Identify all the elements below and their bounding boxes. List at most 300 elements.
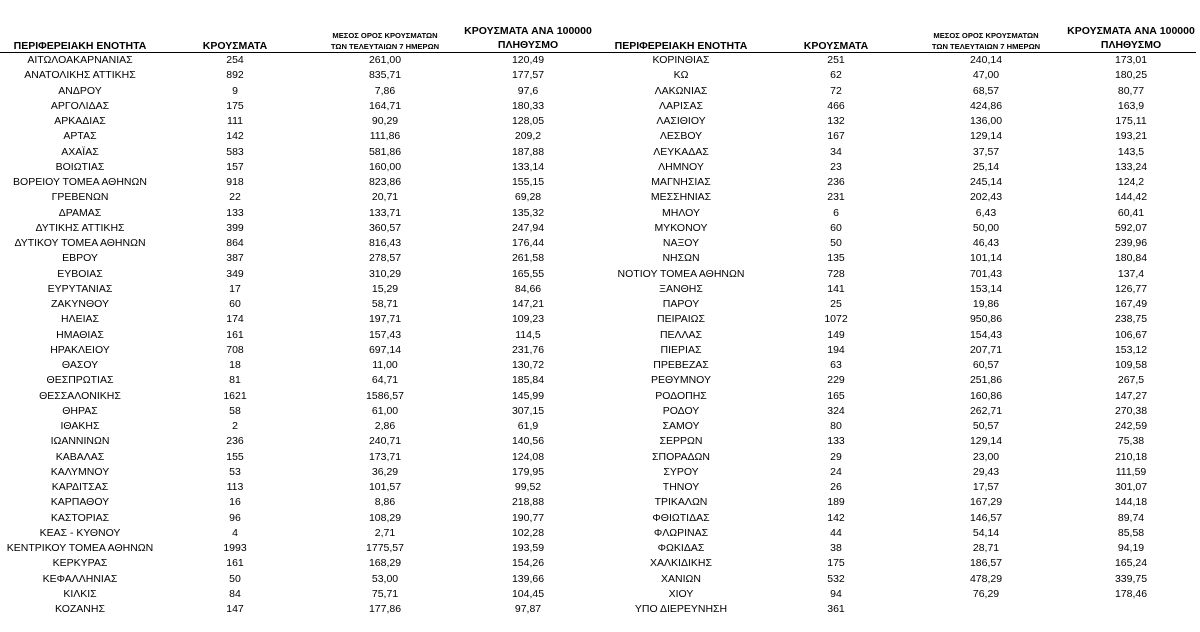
table-row xyxy=(596,221,1196,236)
cases-cell: 231 xyxy=(827,191,845,204)
table-row xyxy=(596,114,1196,129)
avg7-cell: 197,71 xyxy=(368,313,402,326)
table-row xyxy=(596,99,1196,114)
table-row xyxy=(0,145,596,160)
region-cell: ΘΕΣΠΡΩΤΙΑΣ xyxy=(46,374,114,387)
per100k-cell: 180,33 xyxy=(511,99,545,112)
per100k-cell: 147,27 xyxy=(1114,389,1148,402)
avg7-cell: 46,43 xyxy=(972,237,1000,249)
cases-table-left xyxy=(0,20,596,617)
cases-cell: 532 xyxy=(827,572,845,585)
table-row xyxy=(0,297,596,312)
table-row xyxy=(0,84,596,99)
avg7-cell: 29,43 xyxy=(972,465,1000,478)
cases-cell: 81 xyxy=(229,374,241,387)
region-cell: ΑΡΚΑΔΙΑΣ xyxy=(54,115,106,127)
per100k-cell: 267,5 xyxy=(1117,374,1145,387)
cases-cell: 62 xyxy=(830,69,842,82)
region-cell: ΣΠΟΡΑΔΩΝ xyxy=(652,450,710,463)
cases-cell: 175 xyxy=(226,99,244,112)
avg7-cell: 360,57 xyxy=(368,221,402,234)
avg7-cell: 157,43 xyxy=(368,328,402,341)
avg7-cell: 278,57 xyxy=(368,252,402,265)
cases-cell: 583 xyxy=(226,145,244,158)
region-cell: ΔΥΤΙΚΟΥ ΤΟΜΕΑ ΑΘΗΝΩΝ xyxy=(14,237,146,249)
cases-cell: 23 xyxy=(830,160,842,173)
region-cell: ΦΩΚΙΔΑΣ xyxy=(657,542,705,554)
avg7-cell: 11,00 xyxy=(372,359,398,371)
per100k-cell: 193,59 xyxy=(511,542,545,554)
cases-cell: 324 xyxy=(827,404,845,417)
per100k-cell: 173,01 xyxy=(1114,54,1148,66)
avg7-cell: 2,86 xyxy=(374,420,396,432)
table-row xyxy=(596,206,1196,221)
cases-cell: 161 xyxy=(226,328,244,341)
cases-cell: 132 xyxy=(827,115,845,127)
region-cell: ΗΜΑΘΙΑΣ xyxy=(56,328,104,341)
table-row xyxy=(596,526,1196,541)
cases-cell: 58 xyxy=(229,404,241,417)
avg7-cell: 823,86 xyxy=(368,176,402,188)
table-row xyxy=(0,190,596,205)
table-row xyxy=(596,267,1196,282)
table-row xyxy=(0,526,596,541)
cases-cell: 1993 xyxy=(223,542,247,554)
region-cell: ΚΩ xyxy=(673,69,689,82)
table-row xyxy=(0,450,596,465)
region-cell: ΑΧΑΪΑΣ xyxy=(61,145,99,158)
avg7-cell: 54,14 xyxy=(972,526,1000,539)
region-cell: ΑΝΑΤΟΛΙΚΗΣ ΑΤΤΙΚΗΣ xyxy=(24,69,136,82)
cases-cell: 2 xyxy=(232,420,238,432)
region-cell: ΠΕΛΛΑΣ xyxy=(659,328,703,341)
per100k-cell: 120,49 xyxy=(511,54,545,66)
cases-cell: 16 xyxy=(229,496,241,509)
avg7-cell: 101,57 xyxy=(368,481,402,493)
avg7-cell: 1586,57 xyxy=(366,389,404,402)
per100k-cell: 124,08 xyxy=(511,450,545,463)
table-row xyxy=(0,312,596,327)
avg7-cell: 160,00 xyxy=(368,160,402,173)
header-per100k-line2: ΠΛΗΘΥΣΜΟ xyxy=(1100,39,1162,51)
cases-table-right xyxy=(596,20,1196,617)
cases-cell: 1072 xyxy=(824,313,848,326)
region-cell: ΔΥΤΙΚΗΣ ΑΤΤΙΚΗΣ xyxy=(35,221,125,234)
header-avg7-line2: ΤΩΝ ΤΕΛΕΥΤΑΙΩΝ 7 ΗΜΕΡΩΝ xyxy=(330,42,440,51)
table-row xyxy=(596,84,1196,99)
region-cell: ΕΥΡΥΤΑΝΙΑΣ xyxy=(47,282,113,295)
avg7-cell: 186,57 xyxy=(969,557,1003,570)
table-row xyxy=(0,221,596,236)
per100k-cell: 104,45 xyxy=(511,587,545,600)
table-row xyxy=(0,434,596,449)
avg7-cell: 424,86 xyxy=(969,99,1003,112)
per100k-cell: 592,07 xyxy=(1114,221,1148,234)
cases-cell: 728 xyxy=(827,267,845,280)
per100k-cell: 61,9 xyxy=(517,420,539,432)
avg7-cell: 129,14 xyxy=(969,435,1003,448)
avg7-cell: 111,86 xyxy=(369,130,401,143)
per100k-cell: 163,9 xyxy=(1117,99,1145,112)
per100k-cell: 176,44 xyxy=(511,237,545,249)
avg7-cell: 697,14 xyxy=(368,343,402,356)
cases-cell: 53 xyxy=(229,465,241,478)
region-cell: ΝΑΞΟΥ xyxy=(662,237,700,249)
region-cell: ΚΙΛΚΙΣ xyxy=(63,587,97,600)
avg7-cell: 153,14 xyxy=(969,282,1003,295)
header-per100k xyxy=(460,20,596,53)
avg7-cell: 19,86 xyxy=(972,298,1000,310)
cases-cell: 236 xyxy=(827,176,845,188)
per100k-cell: 210,18 xyxy=(1114,450,1148,463)
avg7-cell: 177,86 xyxy=(368,603,402,615)
avg7-cell: 15,29 xyxy=(371,282,399,295)
region-cell: ΑΙΤΩΛΟΑΚΑΡΝΑΝΙΑΣ xyxy=(27,54,133,66)
avg7-cell: 950,86 xyxy=(969,313,1003,326)
table-row xyxy=(596,373,1196,388)
per100k-cell: 247,94 xyxy=(511,221,545,234)
region-cell: ΛΑΣΙΘΙΟΥ xyxy=(656,115,706,127)
table-row xyxy=(0,206,596,221)
region-cell: ΚΟΖΑΝΗΣ xyxy=(55,603,105,615)
region-cell: ΧΑΛΚΙΔΙΚΗΣ xyxy=(650,557,712,570)
table-row xyxy=(596,175,1196,190)
per100k-cell: 242,59 xyxy=(1114,420,1148,432)
cases-cell: 133 xyxy=(827,435,845,448)
table-row xyxy=(0,267,596,282)
cases-cell: 236 xyxy=(226,435,244,448)
table-row xyxy=(596,68,1196,83)
region-cell: ΝΗΣΩΝ xyxy=(662,252,700,265)
avg7-cell: 701,43 xyxy=(969,267,1003,280)
region-cell: ΛΑΡΙΣΑΣ xyxy=(659,99,703,112)
cases-cell: 63 xyxy=(830,359,842,371)
region-cell: ΑΝΔΡΟΥ xyxy=(58,84,102,97)
cases-cell: 6 xyxy=(833,206,839,219)
cases-cell: 9 xyxy=(232,84,238,97)
avg7-cell: 154,43 xyxy=(969,328,1003,341)
cases-cell: 399 xyxy=(226,221,244,234)
avg7-cell: 310,29 xyxy=(368,267,402,280)
per100k-cell: 177,57 xyxy=(511,69,545,82)
avg7-cell: 478,29 xyxy=(969,572,1003,585)
header-per100k-line2: ΠΛΗΘΥΣΜΟ xyxy=(497,39,559,51)
per100k-cell: 102,28 xyxy=(511,526,545,539)
header-avg7-line1: ΜΕΣΟΣ ΟΡΟΣ ΚΡΟΥΣΜΑΤΩΝ xyxy=(933,31,1039,40)
region-cell: ΚΑΣΤΟΡΙΑΣ xyxy=(50,511,110,524)
region-cell: ΒΟΙΩΤΙΑΣ xyxy=(55,160,105,173)
region-cell: ΣΥΡΟΥ xyxy=(663,465,699,478)
region-cell: ΡΟΔΟΠΗΣ xyxy=(655,389,707,402)
per100k-cell: 147,21 xyxy=(511,298,545,310)
cases-cell: 94 xyxy=(830,587,842,600)
avg7-cell: 6,43 xyxy=(975,206,997,219)
table-row xyxy=(596,358,1196,373)
cases-cell: 50 xyxy=(229,572,241,585)
avg7-cell: 58,71 xyxy=(371,298,399,310)
per100k-cell: 185,84 xyxy=(511,374,545,387)
avg7-cell: 60,57 xyxy=(972,359,1000,371)
table-row xyxy=(596,145,1196,160)
table-row xyxy=(0,465,596,480)
avg7-cell: 202,43 xyxy=(969,191,1003,204)
per100k-cell: 165,24 xyxy=(1114,557,1148,570)
per100k-cell: 165,55 xyxy=(511,267,545,280)
table-row xyxy=(596,480,1196,495)
avg7-cell: 164,71 xyxy=(368,99,402,112)
cases-cell: 60 xyxy=(229,298,241,310)
table-row xyxy=(596,251,1196,266)
per100k-cell: 270,38 xyxy=(1114,404,1148,417)
region-cell: ΜΑΓΝΗΣΙΑΣ xyxy=(651,176,711,188)
per100k-cell: 124,2 xyxy=(1117,176,1145,188)
table-row xyxy=(0,129,596,144)
table-row xyxy=(596,297,1196,312)
per100k-cell: 140,56 xyxy=(511,435,545,448)
table-row xyxy=(0,389,596,404)
region-cell: ΡΕΘΥΜΝΟΥ xyxy=(650,374,711,387)
table-row xyxy=(596,236,1196,251)
table-row xyxy=(0,236,596,251)
table-body-right xyxy=(596,53,1196,618)
cases-cell: 155 xyxy=(226,450,244,463)
table-row xyxy=(0,358,596,373)
cases-cell: 142 xyxy=(827,511,845,524)
per100k-cell: 111,59 xyxy=(1115,465,1147,478)
per100k-cell: 89,74 xyxy=(1117,511,1145,524)
header-row xyxy=(596,20,1196,53)
avg7-cell: 37,57 xyxy=(972,145,1000,158)
table-row xyxy=(0,373,596,388)
avg7-cell: 133,71 xyxy=(368,206,402,219)
cases-cell: 80 xyxy=(830,420,842,432)
avg7-cell: 146,57 xyxy=(969,511,1003,524)
region-cell: ΑΡΓΟΛΙΔΑΣ xyxy=(50,99,110,112)
table-row xyxy=(0,114,596,129)
cases-cell: 708 xyxy=(226,343,244,356)
region-cell: ΞΑΝΘΗΣ xyxy=(659,282,703,295)
cases-cell: 918 xyxy=(226,176,244,188)
table-row xyxy=(0,572,596,587)
region-cell: ΚΑΡΔΙΤΣΑΣ xyxy=(51,481,109,493)
header-region: ΠΕΡΙΦΕΡΕΙΑΚΗ ΕΝΟΤΗΤΑ xyxy=(0,20,160,53)
per100k-cell: 109,23 xyxy=(511,313,545,326)
avg7-cell: 240,71 xyxy=(368,435,402,448)
per100k-cell: 84,66 xyxy=(514,282,542,295)
table-row xyxy=(596,419,1196,434)
cases-cell: 466 xyxy=(827,99,845,112)
cases-cell: 141 xyxy=(827,282,845,295)
table-row xyxy=(0,53,596,69)
per100k-cell: 218,88 xyxy=(511,496,545,509)
per100k-cell: 231,76 xyxy=(511,343,545,356)
header-cases: ΚΡΟΥΣΜΑΤΑ xyxy=(160,20,310,53)
table-row xyxy=(0,541,596,556)
region-cell: ΠΑΡΟΥ xyxy=(662,298,700,310)
header-per100k-line1: ΚΡΟΥΣΜΑΤΑ ΑΝΑ 100000 xyxy=(1067,25,1195,37)
cases-cell: 165 xyxy=(827,389,845,402)
cases-cell: 147 xyxy=(226,603,244,615)
region-cell: ΜΗΛΟΥ xyxy=(662,206,700,219)
avg7-cell: 136,00 xyxy=(969,115,1003,127)
per100k-cell: 153,12 xyxy=(1114,343,1148,356)
per100k-cell: 128,05 xyxy=(511,115,545,127)
avg7-cell: 261,00 xyxy=(368,54,402,66)
avg7-cell: 173,71 xyxy=(368,450,402,463)
avg7-cell: 17,57 xyxy=(972,481,1000,493)
avg7-cell: 207,71 xyxy=(969,343,1003,356)
table-row xyxy=(596,434,1196,449)
avg7-cell: 835,71 xyxy=(368,69,402,82)
avg7-cell: 68,57 xyxy=(972,84,1000,97)
region-cell: ΜΕΣΣΗΝΙΑΣ xyxy=(650,191,712,204)
table-row xyxy=(596,465,1196,480)
avg7-cell: 36,29 xyxy=(371,465,399,478)
per100k-cell: 167,49 xyxy=(1114,298,1148,310)
avg7-cell: 64,71 xyxy=(371,374,399,387)
table-row xyxy=(596,328,1196,343)
table-row xyxy=(596,572,1196,587)
table-row xyxy=(0,160,596,175)
cases-cell: 60 xyxy=(830,221,842,234)
avg7-cell: 262,71 xyxy=(969,404,1003,417)
per100k-cell: 190,77 xyxy=(511,511,545,524)
table-row xyxy=(596,129,1196,144)
table-row xyxy=(0,480,596,495)
per100k-cell: 133,24 xyxy=(1114,160,1148,173)
table-row xyxy=(596,312,1196,327)
per100k-cell: 307,15 xyxy=(511,404,545,417)
table-row xyxy=(0,99,596,114)
cases-cell: 133 xyxy=(226,206,244,219)
region-cell: ΘΑΣΟΥ xyxy=(61,359,99,371)
region-cell: ΠΕΙΡΑΙΩΣ xyxy=(657,313,705,326)
per100k-cell: 145,99 xyxy=(511,389,545,402)
cases-cell: 864 xyxy=(226,237,244,249)
region-cell: ΘΕΣΣΑΛΟΝΙΚΗΣ xyxy=(39,389,121,402)
cases-cell: 72 xyxy=(830,84,842,97)
cases-cell: 349 xyxy=(226,267,244,280)
header-avg7-line1: ΜΕΣΟΣ ΟΡΟΣ ΚΡΟΥΣΜΑΤΩΝ xyxy=(332,31,438,40)
per100k-cell: 75,38 xyxy=(1117,435,1145,448)
cases-cell: 4 xyxy=(232,526,238,539)
table-row xyxy=(596,511,1196,526)
cases-cell: 24 xyxy=(830,465,842,478)
per100k-cell: 97,6 xyxy=(517,84,539,97)
per100k-cell: 130,72 xyxy=(511,359,545,371)
avg7-cell: 20,71 xyxy=(371,191,399,204)
per100k-cell: 261,58 xyxy=(511,252,545,265)
cases-cell: 29 xyxy=(830,450,842,463)
region-cell: ΗΡΑΚΛΕΙΟΥ xyxy=(50,343,110,356)
region-cell: ΒΟΡΕΙΟΥ ΤΟΜΕΑ ΑΘΗΝΩΝ xyxy=(13,176,147,188)
header-per100k-line1: ΚΡΟΥΣΜΑΤΑ ΑΝΑ 100000 xyxy=(464,25,592,37)
table-row xyxy=(596,495,1196,510)
per100k-cell: 109,58 xyxy=(1114,359,1148,371)
cases-cell: 229 xyxy=(827,374,845,387)
region-cell: ΚΕΑΣ - ΚΥΘΝΟΥ xyxy=(39,526,121,539)
per100k-cell: 180,25 xyxy=(1114,69,1148,82)
cases-cell: 167 xyxy=(827,130,845,143)
avg7-cell: 108,29 xyxy=(368,511,402,524)
per100k-cell: 137,4 xyxy=(1117,267,1145,280)
cases-cell: 157 xyxy=(226,160,244,173)
table-row xyxy=(596,160,1196,175)
per100k-cell: 135,32 xyxy=(511,206,545,219)
table-row xyxy=(0,587,596,602)
table-row xyxy=(596,450,1196,465)
avg7-cell: 53,00 xyxy=(371,572,399,585)
table-row xyxy=(0,328,596,343)
avg7-cell: 8,86 xyxy=(374,496,396,509)
region-cell: ΙΩΑΝΝΙΝΩΝ xyxy=(50,435,110,448)
per100k-cell: 144,42 xyxy=(1114,191,1148,204)
region-cell: ΠΙΕΡΙΑΣ xyxy=(660,343,702,356)
per100k-cell: 85,58 xyxy=(1117,526,1145,539)
region-cell: ΓΡΕΒΕΝΩΝ xyxy=(51,191,109,204)
per100k-cell xyxy=(1066,602,1196,617)
cases-cell: 194 xyxy=(827,343,845,356)
avg7-cell: 76,29 xyxy=(972,587,1000,600)
cases-cell: 25 xyxy=(830,298,842,310)
per100k-cell: 187,88 xyxy=(511,145,545,158)
cases-cell: 38 xyxy=(830,542,842,554)
avg7-cell: 28,71 xyxy=(972,542,1000,554)
avg7-cell: 245,14 xyxy=(969,176,1003,188)
region-cell: ΣΑΜΟΥ xyxy=(662,420,700,432)
avg7-cell: 101,14 xyxy=(969,252,1003,265)
region-cell: ΜΥΚΟΝΟΥ xyxy=(654,221,708,234)
per100k-cell: 97,87 xyxy=(514,603,542,615)
table-row xyxy=(596,343,1196,358)
cases-cell: 387 xyxy=(226,252,244,265)
region-cell: ΚΕΦΑΛΛΗΝΙΑΣ xyxy=(42,572,118,585)
region-cell: ΛΕΥΚΑΔΑΣ xyxy=(653,145,709,158)
avg7-cell: 50,00 xyxy=(972,221,1000,234)
table-row xyxy=(596,190,1196,205)
header-row xyxy=(0,20,596,53)
per100k-cell: 139,66 xyxy=(511,572,545,585)
avg7-cell: 47,00 xyxy=(972,69,1000,82)
per100k-cell: 69,28 xyxy=(514,191,542,204)
cases-cell: 135 xyxy=(827,252,845,265)
region-cell: ΚΕΡΚΥΡΑΣ xyxy=(52,557,108,570)
avg7-cell: 160,86 xyxy=(969,389,1003,402)
region-cell: ΕΒΡΟΥ xyxy=(62,252,98,265)
avg7-cell: 90,29 xyxy=(371,115,399,127)
cases-cell: 175 xyxy=(827,557,845,570)
avg7-cell: 25,14 xyxy=(972,160,1000,173)
cases-cell: 892 xyxy=(226,69,244,82)
per100k-cell: 180,84 xyxy=(1114,252,1148,265)
avg7-cell: 129,14 xyxy=(969,130,1003,143)
table-row xyxy=(596,53,1196,69)
cases-cell: 34 xyxy=(830,145,842,158)
region-cell: ΗΛΕΙΑΣ xyxy=(60,313,99,326)
cases-cell: 189 xyxy=(827,496,845,509)
per100k-cell: 301,07 xyxy=(1114,481,1148,493)
region-cell: ΚΟΡΙΝΘΙΑΣ xyxy=(652,54,710,66)
region-cell: ΛΑΚΩΝΙΑΣ xyxy=(654,84,708,97)
region-cell: ΥΠΟ ΔΙΕΡΕΥΝΗΣΗ xyxy=(634,603,728,615)
avg7-cell: 167,29 xyxy=(969,496,1003,509)
table-row xyxy=(596,587,1196,602)
table-row xyxy=(596,556,1196,571)
avg7-cell: 50,57 xyxy=(972,420,1000,432)
cases-cell: 174 xyxy=(226,313,244,326)
region-cell: ΦΛΩΡΙΝΑΣ xyxy=(653,526,709,539)
avg7-cell xyxy=(906,602,1066,617)
